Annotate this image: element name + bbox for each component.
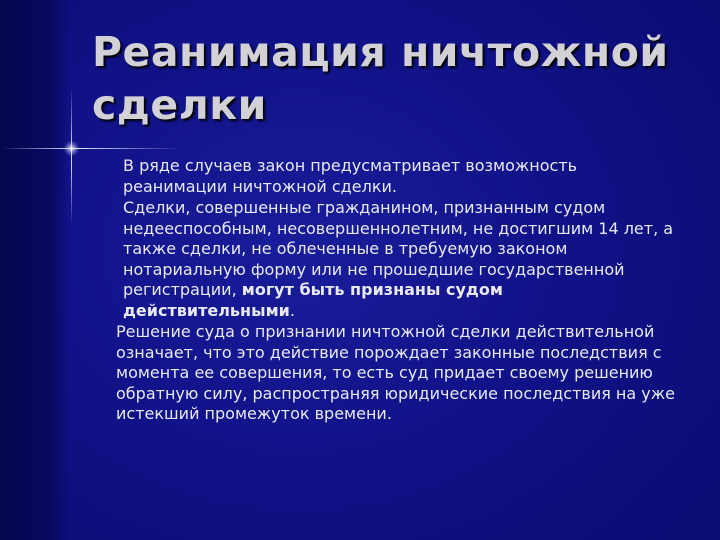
paragraph-2 <box>116 198 678 321</box>
sparkle-vertical-line <box>71 86 72 226</box>
paragraph-3 <box>116 322 678 425</box>
slide-title: Реанимация ничтожной сделки <box>92 28 669 129</box>
paragraph-1 <box>116 156 678 197</box>
sparkle-horizontal-line <box>2 148 182 149</box>
paragraph-3-text: Решение суда о признании ничтожной сделки действительной означает, что это действие порождает законные последствия с момента ее совершения, то есть суд придает своему решению обратную силу, распространяя юридические последствия на уже истекший промежуток времени. <box>116 322 676 423</box>
paragraph-2-end: . <box>289 300 295 320</box>
paragraph-1-text: В ряде случаев закон предусматривает возможность реанимации ничтожной сделки. <box>123 156 578 196</box>
slide-body <box>116 156 678 426</box>
sparkle-glow <box>64 141 79 156</box>
paragraph-2-emphasis: могут быть признаны судом действительными <box>123 280 503 320</box>
left-band-decoration <box>0 0 70 540</box>
paragraph-2-text: Сделки, совершенные гражданином, признанным судом недееспособным, несовершеннолетним, не достигшим 14 лет, а также сделки, не облеченные в требуемую законом нотариальную форму или не прошедшие государственной регистрации, <box>123 198 674 299</box>
